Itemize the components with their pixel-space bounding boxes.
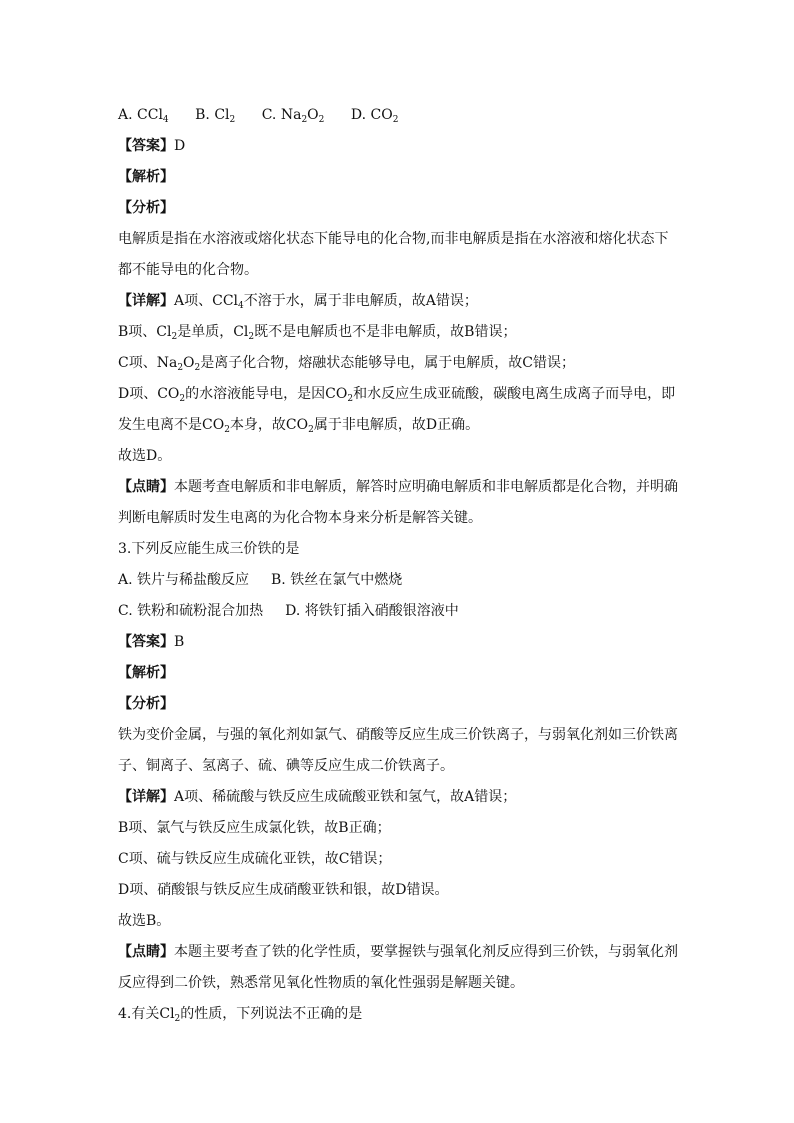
q2-options <box>118 100 678 131</box>
q3-detail-c: C项、硫与铁反应生成硫化亚铁，故C错误； <box>118 851 392 867</box>
document-page <box>118 100 678 1030</box>
answer-value: B <box>174 634 185 650</box>
q3-detail-a: 【详解】A项、稀硫酸与铁反应生成硫酸亚铁和氢气，故A错误； <box>118 789 517 805</box>
q2-point: 【点睛】本题考查电解质和非电解质，解答时应明确电解质和非电解质都是化合物，并明确判断电解质时发生电离的为化合物本身来分析是解答关键。 <box>118 479 678 526</box>
answer-label: 【答案】 <box>118 138 174 154</box>
answer-value: D <box>174 138 186 154</box>
detail-label: 【详解】 <box>118 789 174 805</box>
q2-detail-d: D项、$CO_2$的水溶液能导电，是因$CO_2$和水反应生成亚硫酸，碳酸电离生成离子而导电，即发生电离不是$CO_2$本身，故$CO_2$属于非电解质，故D正确。 <box>118 386 676 435</box>
detail-label: 【详解】 <box>118 293 174 309</box>
q3-fenxi-label: 【分析】 <box>118 696 174 712</box>
q3-options-row2 <box>118 596 678 627</box>
q2-option-b: B. $Cl_2$ <box>195 107 236 125</box>
q2-jiexi-label: 【解析】 <box>118 169 174 185</box>
q3-options-row1 <box>118 565 678 596</box>
q2-choose: 故选D。 <box>118 448 172 464</box>
q3-choose: 故选B。 <box>118 913 171 929</box>
q2-option-a: A. CCl$_4$ <box>118 107 169 125</box>
q3-jiexi-label: 【解析】 <box>118 665 174 681</box>
q2-answer <box>118 131 678 162</box>
q2-option-d: D. $CO_2$ <box>350 107 399 125</box>
q3-option-c: C. 铁粉和硫粉混合加热 <box>118 603 264 619</box>
q2-detail-b: B项、$Cl_2$是单质，$Cl_2$既不是电解质也不是非电解质，故B错误； <box>118 324 517 342</box>
q3-stem: 3.下列反应能生成三价铁的是 <box>118 541 300 557</box>
q3-option-b: B. 铁丝在氯气中燃烧 <box>271 572 403 588</box>
q2-detail-a: 【详解】A项、CCl$_4$不溶于水，属于非电解质，故A错误； <box>118 293 478 311</box>
q3-detail-b: B项、氯气与铁反应生成氯化铁，故B正确； <box>118 820 391 836</box>
q2-analysis: 电解质是指在水溶液或熔化状态下能导电的化合物,而非电解质是指在水溶液和熔化状态下都不能导电的化合物。 <box>118 231 669 278</box>
q3-answer <box>118 627 678 658</box>
q3-option-d: D. 将铁钉插入硝酸银溶液中 <box>285 603 459 619</box>
q3-detail-d: D项、硝酸银与铁反应生成硝酸亚铁和银，故D错误。 <box>118 882 449 898</box>
point-label: 【点睛】 <box>118 944 174 960</box>
answer-label: 【答案】 <box>118 634 174 650</box>
q4-stem: 4.有关$Cl_2$的性质，下列说法不正确的是 <box>118 1006 363 1024</box>
q3-option-a: A. 铁片与稀盐酸反应 <box>118 572 250 588</box>
q3-point: 【点睛】本题主要考查了铁的化学性质，要掌握铁与强氧化剂反应得到三价铁，与弱氧化剂反应得到二价铁，熟悉常见氧化性物质的氧化性强弱是解题关键。 <box>118 944 678 991</box>
q3-analysis: 铁为变价金属，与强的氧化剂如氯气、硝酸等反应生成三价铁离子，与弱氧化剂如三价铁离子、铜离子、氢离子、硫、碘等反应生成二价铁离子。 <box>118 727 678 774</box>
q2-fenxi-label: 【分析】 <box>118 200 174 216</box>
q2-option-c: C. $Na_2O_2$ <box>261 107 325 125</box>
point-label: 【点睛】 <box>118 479 174 495</box>
q2-detail-c: C项、$Na_2O_2$是离子化合物，熔融状态能够导电，属于电解质，故C错误； <box>118 355 575 373</box>
